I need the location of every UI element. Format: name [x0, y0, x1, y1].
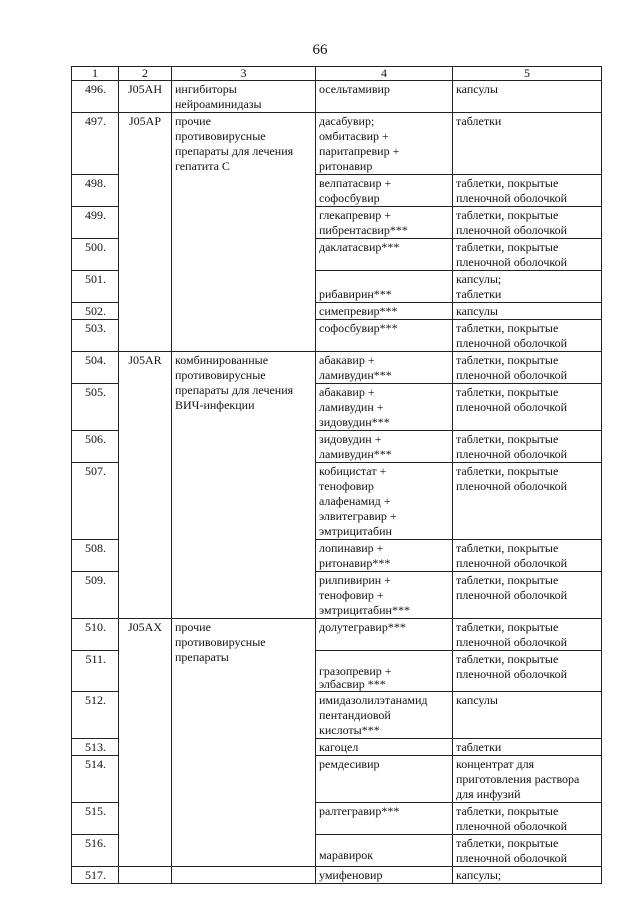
- row-number: 501.: [72, 271, 119, 303]
- pharmacological-group: прочие противовирусные препараты: [172, 619, 316, 867]
- drug-name: лопинавир + ритонавир***: [316, 540, 453, 572]
- drug-name: зидовудин + ламивудин***: [316, 431, 453, 463]
- row-number: 508.: [72, 540, 119, 572]
- page-number: 66: [312, 42, 328, 58]
- row-number: 502.: [72, 303, 119, 320]
- table-row: [72, 352, 602, 384]
- row-number: 506.: [72, 431, 119, 463]
- column-header: 3: [172, 67, 316, 81]
- dosage-form: таблетки, покрытые пленочной оболочкой: [453, 463, 602, 540]
- pharmacological-group: [172, 867, 316, 884]
- row-number: 499.: [72, 207, 119, 239]
- row-number: 507.: [72, 463, 119, 540]
- dosage-form: таблетки, покрытые пленочной оболочкой: [453, 651, 602, 692]
- drug-name: абакавир + ламивудин***: [316, 352, 453, 384]
- dosage-form: таблетки, покрытые пленочной оболочкой: [453, 619, 602, 651]
- row-number: 512.: [72, 692, 119, 739]
- drug-table: [71, 66, 602, 884]
- column-header: 1: [72, 67, 119, 81]
- dosage-form: таблетки: [453, 739, 602, 756]
- drug-name: абакавир + ламивудин + зидовудин***: [316, 384, 453, 431]
- dosage-form: таблетки, покрытые пленочной оболочкой: [453, 384, 602, 431]
- drug-name: софосбувир***: [316, 320, 453, 352]
- drug-name: велпатасвир + софосбувир: [316, 175, 453, 207]
- row-number: 516.: [72, 835, 119, 867]
- table-row: [72, 81, 602, 113]
- row-number: 513.: [72, 739, 119, 756]
- dosage-form: таблетки, покрытые пленочной оболочкой: [453, 207, 602, 239]
- drug-name: дасабувир; омбитасвир + паритапревир + ритонавир: [316, 113, 453, 175]
- row-number: 498.: [72, 175, 119, 207]
- column-header: 4: [316, 67, 453, 81]
- drug-name: ралтегравир***: [316, 803, 453, 835]
- row-number: 511.: [72, 651, 119, 692]
- atc-code: J05AH: [119, 81, 172, 113]
- dosage-form: концентрат для приготовления раствора для инфузий: [453, 756, 602, 803]
- row-number: 517.: [72, 867, 119, 884]
- pharmacological-group: ингибиторы нейроаминидазы: [172, 81, 316, 113]
- dosage-form: капсулы: [453, 692, 602, 739]
- row-number: 509.: [72, 572, 119, 619]
- table-row: [72, 867, 602, 884]
- dosage-form: таблетки, покрытые пленочной оболочкой: [453, 835, 602, 867]
- table-header-row: [72, 67, 602, 81]
- dosage-form: капсулы: [453, 303, 602, 320]
- drug-name: кобицистат + тенофовир алафенамид + элвитегравир + эмтрицитабин: [316, 463, 453, 540]
- dosage-form: таблетки, покрытые пленочной оболочкой: [453, 175, 602, 207]
- row-number: 504.: [72, 352, 119, 384]
- atc-code: J05AP: [119, 113, 172, 352]
- dosage-form: капсулы: [453, 81, 602, 113]
- drug-name: рилпивирин + тенофовир + эмтрицитабин***: [316, 572, 453, 619]
- row-number: 515.: [72, 803, 119, 835]
- row-number: 510.: [72, 619, 119, 651]
- row-number: 496.: [72, 81, 119, 113]
- drug-name: маравирок: [316, 835, 453, 867]
- drug-name: глекапревир + пибрентасвир***: [316, 207, 453, 239]
- drug-name: ремдесивир: [316, 756, 453, 803]
- drug-name: осельтамивир: [316, 81, 453, 113]
- dosage-form: капсулы; таблетки: [453, 271, 602, 303]
- atc-code: J05AR: [119, 352, 172, 619]
- drug-name: умифеновир: [316, 867, 453, 884]
- row-number: 514.: [72, 756, 119, 803]
- row-number: 500.: [72, 239, 119, 271]
- column-header: 2: [119, 67, 172, 81]
- drug-name: кагоцел: [316, 739, 453, 756]
- row-number: 503.: [72, 320, 119, 352]
- dosage-form: таблетки, покрытые пленочной оболочкой: [453, 803, 602, 835]
- table-row: [72, 113, 602, 175]
- dosage-form: капсулы;: [453, 867, 602, 884]
- dosage-form: таблетки, покрытые пленочной оболочкой: [453, 239, 602, 271]
- dosage-form: таблетки, покрытые пленочной оболочкой: [453, 572, 602, 619]
- atc-code: J05AX: [119, 619, 172, 867]
- column-header: 5: [453, 67, 602, 81]
- drug-name: симепревир***: [316, 303, 453, 320]
- dosage-form: таблетки, покрытые пленочной оболочкой: [453, 431, 602, 463]
- table-row: [72, 619, 602, 651]
- drug-name: имидазолилэтанамид пентандиовой кислоты***: [316, 692, 453, 739]
- dosage-form: таблетки: [453, 113, 602, 175]
- dosage-form: таблетки, покрытые пленочной оболочкой: [453, 320, 602, 352]
- pharmacological-group: прочие противовирусные препараты для лечения гепатита С: [172, 113, 316, 352]
- row-number: 505.: [72, 384, 119, 431]
- dosage-form: таблетки, покрытые пленочной оболочкой: [453, 540, 602, 572]
- row-number: 497.: [72, 113, 119, 175]
- pharmacological-group: комбинированные противовирусные препараты для лечения ВИЧ-инфекции: [172, 352, 316, 619]
- drug-name: долутегравир***: [316, 619, 453, 651]
- dosage-form: таблетки, покрытые пленочной оболочкой: [453, 352, 602, 384]
- drug-name: даклатасвир***: [316, 239, 453, 271]
- atc-code: [119, 867, 172, 884]
- drug-name: рибавирин***: [316, 271, 453, 303]
- drug-name: гразопревир + элбасвир ***: [316, 651, 453, 692]
